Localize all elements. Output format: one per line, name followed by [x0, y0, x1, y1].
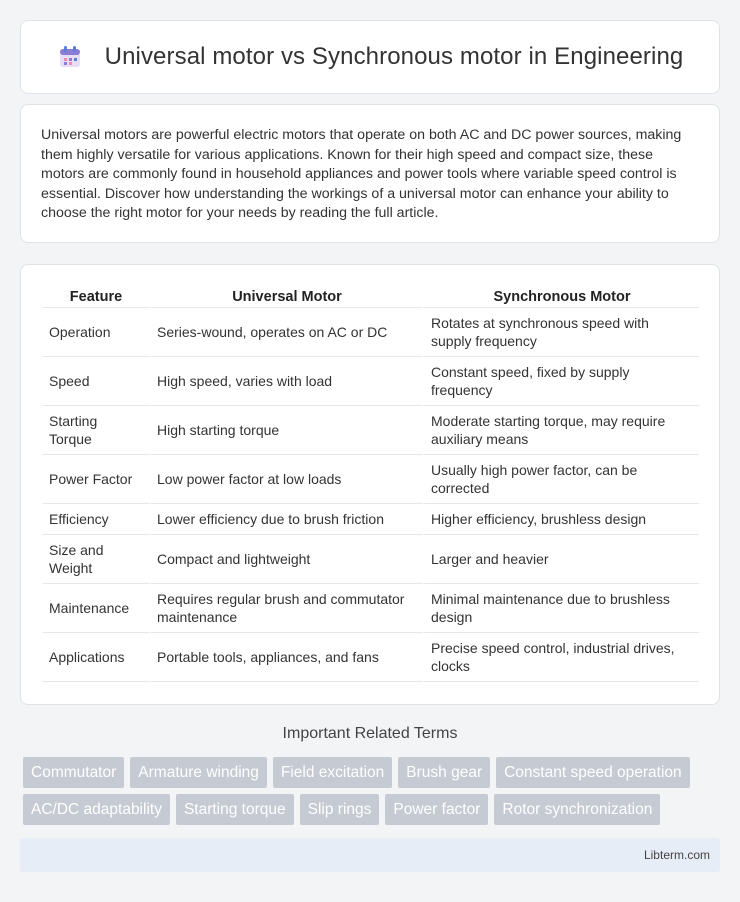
row-universal: Requires regular brush and commutator maintenance — [149, 584, 423, 633]
row-synchronous: Rotates at synchronous speed with supply frequency — [423, 308, 699, 357]
tag-row — [23, 757, 723, 788]
row-feature: Size and Weight — [43, 535, 149, 584]
intro-paragraph: Universal motors are powerful electric motors that operate on both AC and DC power sources, making them highly versatile for various applications. Known for their high speed and compact size, these motors are commonly found in household appliances and power tools where variable speed control is essential. Discover how understanding the workings of a universal motor can enhance your ability to choose the right motor for your needs by reading the full article. — [41, 127, 682, 222]
tag-commutator[interactable]: Commutator — [23, 757, 124, 788]
row-feature: Applications — [43, 633, 149, 682]
table-row — [43, 455, 699, 504]
table-row — [43, 406, 699, 455]
row-synchronous: Constant speed, fixed by supply frequency — [423, 357, 699, 406]
row-synchronous: Minimal maintenance due to brushless design — [423, 584, 699, 633]
row-feature: Maintenance — [43, 584, 149, 633]
row-universal: Portable tools, appliances, and fans — [149, 633, 423, 682]
comparison-table — [43, 282, 699, 682]
table-row — [43, 357, 699, 406]
comparison-card — [20, 264, 720, 705]
row-feature: Efficiency — [43, 504, 149, 535]
header-universal: Universal Motor — [149, 282, 423, 308]
tag-armature-winding[interactable]: Armature winding — [130, 757, 267, 788]
table-row — [43, 535, 699, 584]
row-synchronous: Usually high power factor, can be corrected — [423, 455, 699, 504]
tag-power-factor[interactable]: Power factor — [385, 794, 488, 825]
tag-rotor-synchronization[interactable]: Rotor synchronization — [494, 794, 660, 825]
table-row — [43, 633, 699, 682]
tag-brush-gear[interactable]: Brush gear — [398, 757, 490, 788]
tag-slip-rings[interactable]: Slip rings — [300, 794, 380, 825]
table-header-row — [43, 282, 699, 308]
table-row — [43, 504, 699, 535]
tag-ac-dc-adaptability[interactable]: AC/DC adaptability — [23, 794, 170, 825]
related-terms — [23, 757, 723, 831]
row-universal: High speed, varies with load — [149, 357, 423, 406]
row-feature: Power Factor — [43, 455, 149, 504]
related-terms-title: Important Related Terms — [282, 725, 458, 742]
row-universal: High starting torque — [149, 406, 423, 455]
footer — [20, 838, 720, 872]
row-universal: Low power factor at low loads — [149, 455, 423, 504]
tag-row — [23, 794, 723, 825]
calendar-icon — [57, 44, 83, 70]
row-feature: Operation — [43, 308, 149, 357]
header-card — [20, 20, 720, 94]
row-synchronous: Higher efficiency, brushless design — [423, 504, 699, 535]
row-feature: Speed — [43, 357, 149, 406]
page-title: Universal motor vs Synchronous motor in Engineering — [104, 43, 684, 70]
row-synchronous: Larger and heavier — [423, 535, 699, 584]
row-synchronous: Moderate starting torque, may require auxiliary means — [423, 406, 699, 455]
table-row — [43, 308, 699, 357]
row-feature: Starting Torque — [43, 406, 149, 455]
row-synchronous: Precise speed control, industrial drives, clocks — [423, 633, 699, 682]
row-universal: Lower efficiency due to brush friction — [149, 504, 423, 535]
tag-starting-torque[interactable]: Starting torque — [176, 794, 294, 825]
row-universal: Compact and lightweight — [149, 535, 423, 584]
header-feature: Feature — [43, 282, 149, 308]
row-universal: Series-wound, operates on AC or DC — [149, 308, 423, 357]
intro-card — [20, 104, 720, 243]
header-synchronous: Synchronous Motor — [423, 282, 699, 308]
tag-field-excitation[interactable]: Field excitation — [273, 757, 392, 788]
tag-constant-speed-operation[interactable]: Constant speed operation — [496, 757, 690, 788]
table-row — [43, 584, 699, 633]
footer-brand-link[interactable]: Libterm.com — [643, 848, 710, 862]
